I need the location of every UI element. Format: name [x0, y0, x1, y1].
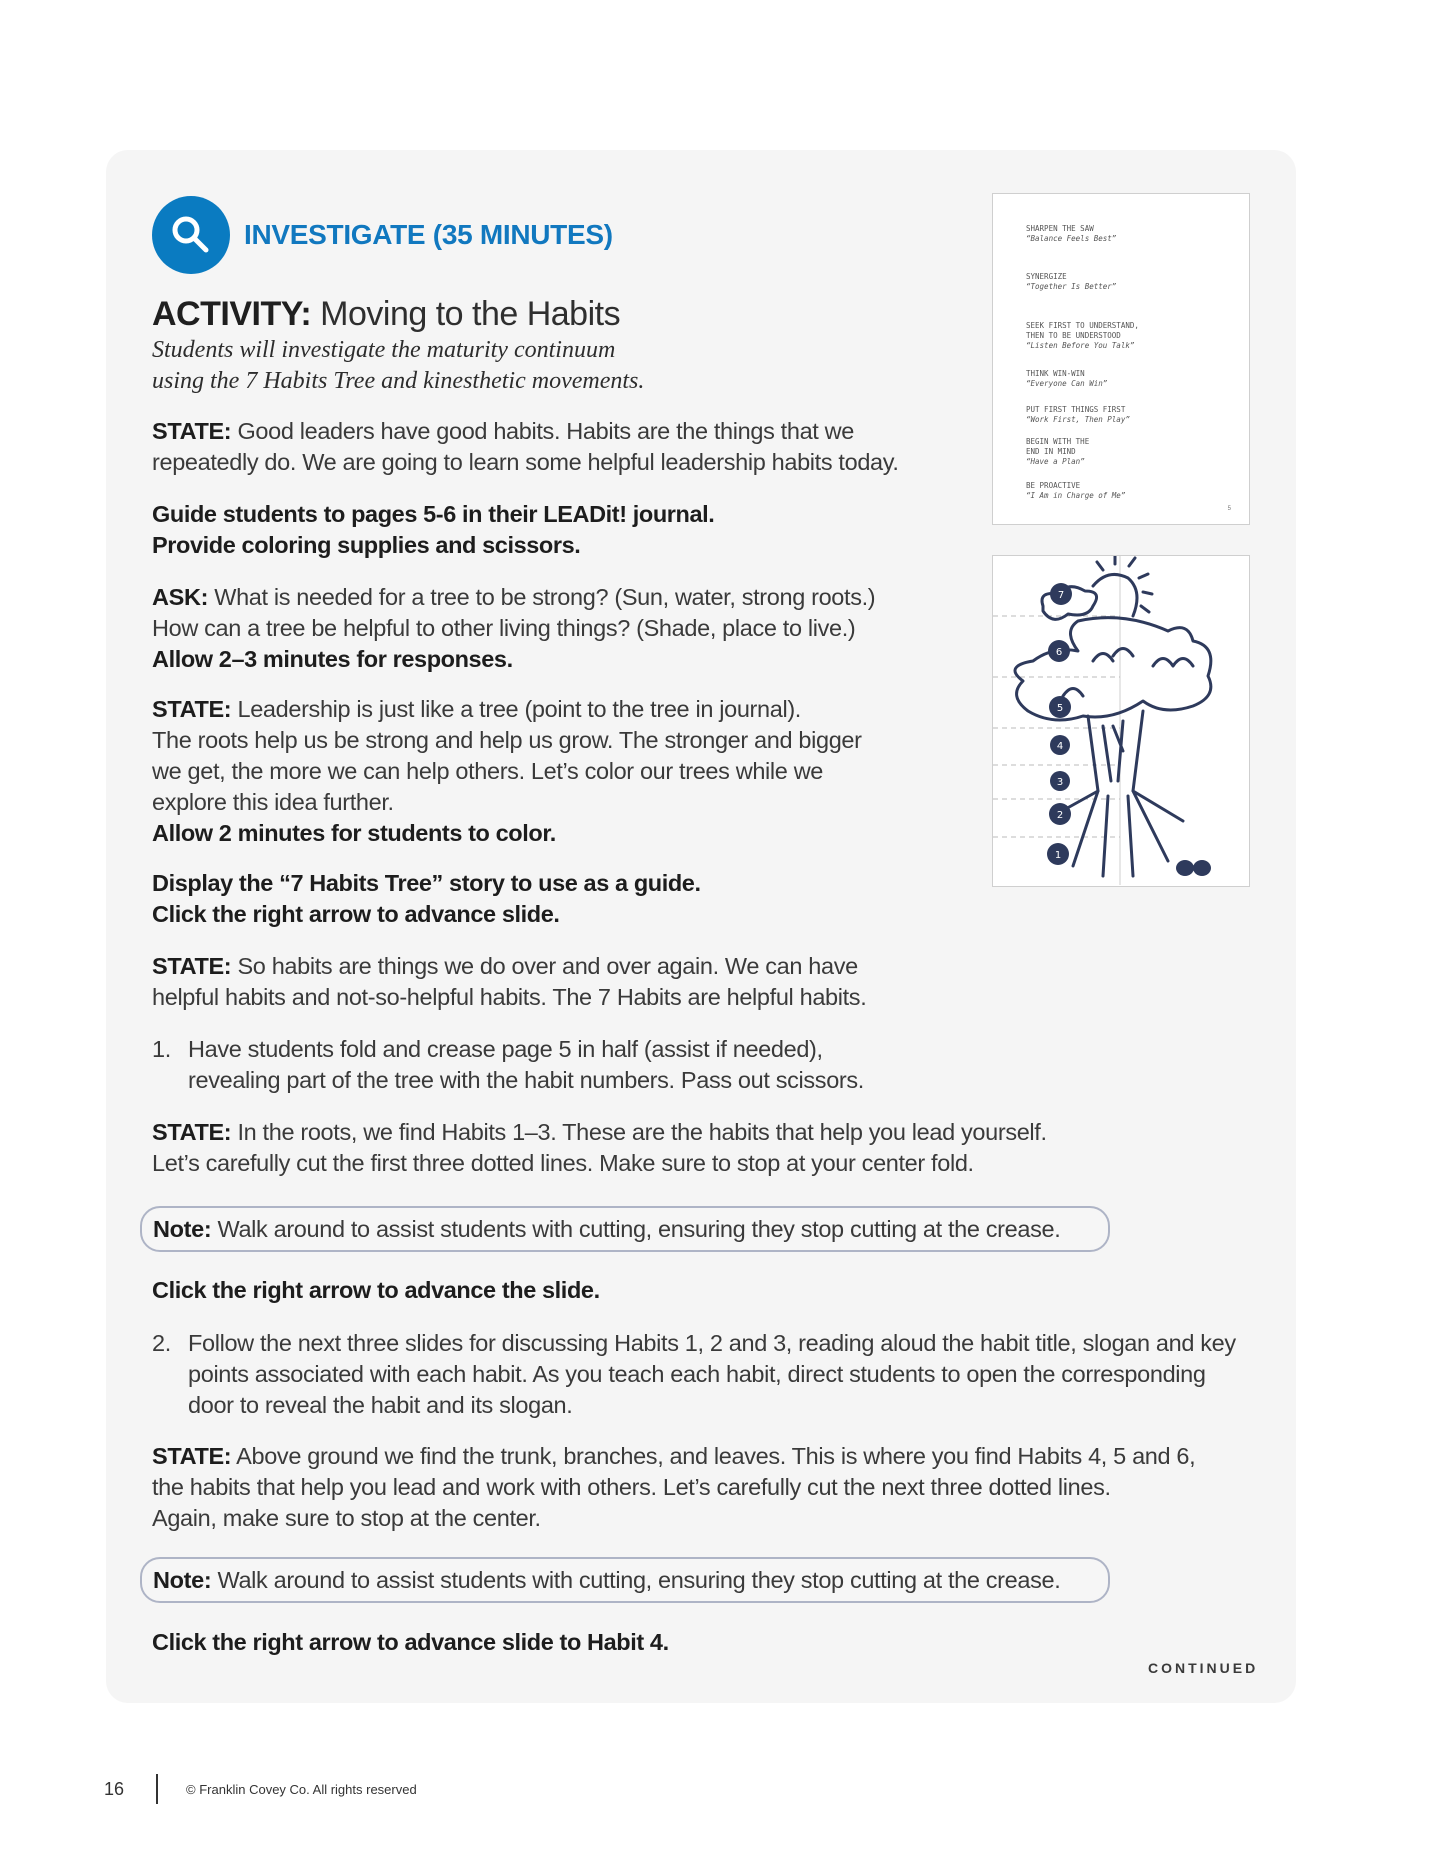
- text-line: Guide students to pages 5-6 in their LEADit! journal.: [152, 501, 715, 527]
- svg-text:6: 6: [1055, 647, 1063, 658]
- text-line: Provide coloring supplies and scissors.: [152, 532, 581, 558]
- activity-name: Moving to the Habits: [320, 295, 621, 333]
- habits-tree-illustration: [993, 556, 1248, 885]
- text-line: Follow the next three slides for discussing Habits 1, 2 and 3, reading aloud the habit title, slogan and key: [188, 1330, 1236, 1356]
- instruction-line: Click the right arrow to advance slide to Habit 4.: [152, 1629, 669, 1655]
- habit-entry: BEGIN WITH THE END IN MIND “Have a Plan”: [1026, 437, 1090, 466]
- instruction-line: Allow 2 minutes for students to color.: [152, 820, 556, 846]
- list-item: [152, 1328, 1236, 1421]
- copyright: © Franklin Covey Co. All rights reserved: [186, 1781, 417, 1797]
- scissors-icon: [1176, 860, 1194, 876]
- text-line: How can a tree be helpful to other living things? (Shade, place to live.): [152, 615, 856, 641]
- state-label: STATE:: [152, 418, 232, 444]
- svg-text:7: 7: [1057, 590, 1065, 601]
- note-callout: [140, 1557, 1110, 1603]
- note-callout: [140, 1206, 1110, 1252]
- text-line: Let’s carefully cut the first three dotted lines. Make sure to stop at your center fold.: [152, 1150, 974, 1176]
- text-line: The roots help us be strong and help us grow. The stronger and bigger: [152, 727, 862, 753]
- journal-page-habits-list: [992, 193, 1250, 525]
- svg-text:5: 5: [1056, 703, 1064, 714]
- list-number: 2.: [152, 1330, 171, 1356]
- state-label: STATE:: [152, 953, 232, 979]
- section-title: INVESTIGATE (35 MINUTES): [244, 219, 613, 250]
- svg-text:4: 4: [1056, 741, 1064, 752]
- text-line: Click the right arrow to advance slide.: [152, 901, 560, 927]
- text-line: explore this idea further.: [152, 789, 394, 815]
- list-item: [152, 1034, 864, 1096]
- svg-text:3: 3: [1056, 777, 1064, 788]
- page-number: 16: [104, 1778, 125, 1799]
- habit-entry: PUT FIRST THINGS FIRST “Work First, Then Play”: [1026, 405, 1130, 424]
- instruction-block: [152, 499, 714, 561]
- list-number: 1.: [152, 1036, 171, 1062]
- habit-entry: SYNERGIZE “Together Is Better”: [1026, 272, 1117, 291]
- subtitle-line: Students will investigate the maturity continuum: [152, 337, 616, 363]
- habit-entry: SEEK FIRST TO UNDERSTAND, THEN TO BE UNDERSTOOD “Listen Before You Talk”: [1026, 321, 1139, 350]
- text-line: door to reveal the habit and its slogan.: [188, 1392, 573, 1418]
- page-number: 5: [1227, 506, 1231, 512]
- svg-text:2: 2: [1056, 810, 1064, 821]
- state-block: [152, 694, 862, 849]
- state-label: STATE:: [152, 1119, 232, 1145]
- text-line: repeatedly do. We are going to learn some helpful leadership habits today.: [152, 449, 899, 475]
- journal-page-habits-tree: [992, 555, 1250, 887]
- subtitle-line: using the 7 Habits Tree and kinesthetic movements.: [152, 368, 645, 394]
- ask-label: ASK:: [152, 584, 209, 610]
- instruction-block: [152, 868, 701, 930]
- continued-label: CONTINUED: [1148, 1660, 1259, 1676]
- note-text: Walk around to assist students with cutting, ensuring they stop cutting at the crease.: [217, 1566, 1061, 1593]
- note-text: Walk around to assist students with cutting, ensuring they stop cutting at the crease.: [217, 1215, 1061, 1242]
- text-line: points associated with each habit. As you teach each habit, direct students to open the corresponding: [188, 1361, 1206, 1387]
- habit-entry: SHARPEN THE SAW “Balance Feels Best”: [1026, 224, 1117, 243]
- state-block: [152, 1441, 1195, 1534]
- note-label: Note:: [153, 1566, 212, 1593]
- page-footer: [104, 1774, 417, 1804]
- text-line: Display the “7 Habits Tree” story to use as a guide.: [152, 870, 701, 896]
- state-label: STATE:: [152, 696, 232, 722]
- note-label: Note:: [153, 1215, 212, 1242]
- text-line: What is needed for a tree to be strong? (Sun, water, strong roots.): [214, 584, 876, 610]
- instruction-line: Allow 2–3 minutes for responses.: [152, 646, 513, 672]
- state-block: [152, 951, 866, 1013]
- habit-entry: THINK WIN-WIN “Everyone Can Win”: [1026, 369, 1108, 388]
- text-line: Again, make sure to stop at the center.: [152, 1505, 541, 1531]
- section-header: [152, 195, 613, 275]
- instruction-line: Click the right arrow to advance the slide.: [152, 1277, 600, 1303]
- habit-entry: BE PROACTIVE “I Am in Charge of Me”: [1026, 481, 1126, 500]
- text-line: Above ground we find the trunk, branches, and leaves. This is where you find Habits 4, 5 and 6,: [236, 1443, 1196, 1469]
- text-line: Leadership is just like a tree (point to the tree in journal).: [237, 696, 801, 722]
- text-line: helpful habits and not-so-helpful habits. The 7 Habits are helpful habits.: [152, 984, 867, 1010]
- text-line: we get, the more we can help others. Let’s color our trees while we: [152, 758, 824, 784]
- svg-text:1: 1: [1054, 850, 1062, 861]
- text-line: So habits are things we do over and over again. We can have: [237, 953, 858, 979]
- footer-divider: [156, 1774, 158, 1804]
- magnifier-icon: [152, 196, 230, 274]
- state-block: [152, 1117, 1047, 1179]
- state-block: [152, 416, 899, 478]
- glue-icon: [1193, 860, 1211, 876]
- text-line: Have students fold and crease page 5 in half (assist if needed),: [188, 1036, 823, 1062]
- text-line: Good leaders have good habits. Habits are the things that we: [237, 418, 854, 444]
- text-line: In the roots, we find Habits 1–3. These are the habits that help you lead yourself.: [237, 1119, 1047, 1145]
- text-line: revealing part of the tree with the habit numbers. Pass out scissors.: [188, 1067, 864, 1093]
- activity-label: ACTIVITY:: [152, 295, 312, 333]
- text-line: the habits that help you lead and work with others. Let’s carefully cut the next three dotted lines.: [152, 1474, 1111, 1500]
- state-label: STATE:: [152, 1443, 232, 1469]
- ask-block: [152, 582, 875, 675]
